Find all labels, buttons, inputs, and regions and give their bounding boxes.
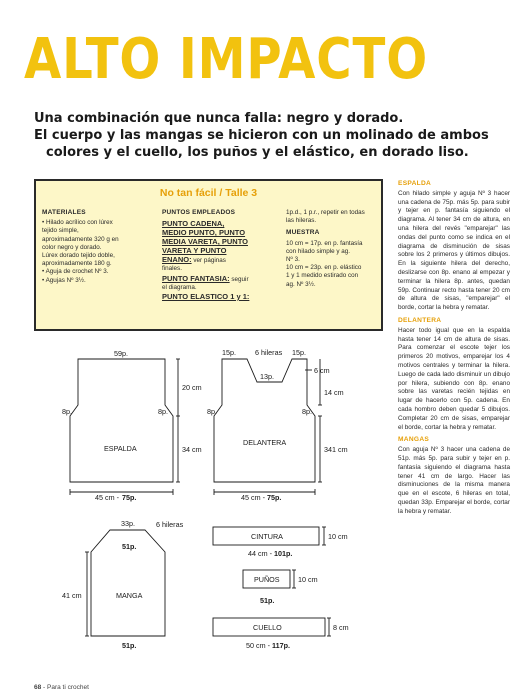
espalda-dec-left: 8p. [62,407,72,416]
delantera-hileras: 6 hileras [255,348,283,357]
subtitle-line: colores y el cuello, los puños y el elástico, en dorado liso. [46,145,469,160]
espalda-sisa-label: 20 cm [182,383,202,392]
cintura-height: 10 cm [328,532,348,541]
cuello-height: 8 cm [333,623,349,632]
spec-heading: No tan fácil / Talle 3 [159,187,258,199]
punos-rect [243,570,290,588]
delantera-height-label: 341 cm [324,445,348,454]
cuello-name: CUELLO [253,623,282,632]
stitch-item: ENANO: [162,255,192,265]
materials-line: • Agujas Nº 3½. [42,276,86,284]
cintura-rect [213,527,319,545]
section-text: Con aguja Nº 3 hacer una cadena de 51p. más 5p. para subir y tejer en p. fantasía siguiendo el diagrama hasta tener 41 cm de largo. Hacer las disminuciones de la misma manera que en el escote, 6 hileras en total, quedan 33p. Emparejar el borde, cortar la hebra y rematar. [398,446,510,515]
manga-hileras: 6 hileras [156,520,184,529]
materials-line: aproximadamente 320 g en [42,235,119,243]
delantera-neck-cm: 6 cm [314,366,330,375]
espalda-outline [70,359,173,482]
gauge-line: 10 cm = 17p. en p. fantasía [286,239,363,247]
stitch-item: MEDIO PUNTO, PUNTO [162,228,246,238]
gauge-intro: las hileras. [286,217,317,225]
cintura-bottom-cm: 44 cm - [248,549,272,558]
magazine-name: - Para ti crochet [41,684,89,691]
espalda-top-label: 59p. [114,349,128,358]
page-footer [34,684,89,691]
manga-top-label: 33p. [121,519,135,528]
instructions-column [398,180,510,516]
section-heading: MANGAS [398,436,430,444]
subtitle [34,110,494,161]
page-title: ALTO IMPACTO [24,27,428,92]
espalda-height-label: 34 cm [182,445,202,454]
stitches-column [162,209,280,301]
punos-name: PUÑOS [254,575,280,584]
cintura-name: CINTURA [251,532,283,541]
stitch-item: VARETA Y PUNTO [162,246,227,256]
delantera-dec-right: 8p. [302,407,312,416]
delantera-bottom-p: 75p. [267,493,282,502]
stitch-note: finales. [162,265,182,273]
section-heading: ESPALDA [398,180,432,187]
stitch-note: el diagrama. [162,283,197,291]
stitch-note: ver páginas [191,257,226,265]
delantera-name: DELANTERA [243,438,287,447]
materials-line: tejido simple, [42,227,79,235]
manga-height: 41 cm [62,591,82,600]
gauge-intro: 1p.d., 1 p.r., repetir en todas [286,209,365,216]
delantera-shoulder-left: 15p. [222,348,236,357]
espalda-name: ESPALDA [104,444,137,453]
delantera-sisa-label: 14 cm [324,388,344,397]
cuello-rect [213,618,325,636]
gauge-line: 10 cm = 23p. en p. elástico [286,264,362,272]
delantera-neck: 13p. [260,372,274,381]
gauge-line: Nº 3. [286,256,300,264]
manga-outline [91,530,165,636]
stitch-item: MEDIA VARETA, PUNTO [162,237,248,247]
section-text: Con hilado simple y aguja Nº 3 hacer una cadena de 75p. más 5p. para subir y tejer en p. fantasía siguiendo el diagrama. Al tener 34 cm de altura, en una hilera del revés "emparejar" las ondas del punto como se indica en el diagrama de disminución de sisas sobre los 2 primeros y últimos dibujos. En la siguiente hilera del derecho, deslizarse con 8p. enano al empezar y terminar la hilera 8p. antes, quedan 59p. Continuar recto hasta tener 20 cm de altura de sisas, "emparejar" el borde, cortar la hebra y rematar. [398,189,510,312]
espalda-bottom-cm: 45 cm - [95,493,119,502]
materials-line: • Hilado acrílico con lúrex [42,219,113,227]
materials-line: aproximadamente 180 g. [42,260,112,268]
materials-line: Lúrex dorado tejido doble, [42,252,115,260]
stitch-note: seguir [229,275,249,283]
section-text: Hacer todo igual que en la espalda hasta tener 14 cm de altura de sisas. Para comenzar el escote tejer los primeros 20 motivos, emparejar los 4 motivos centrales y terminar la hilera. Luego de cada lado disminuir un dibujo por hilera, subiendo con 8p. enano sobre las varetas recién tejidas en lugar de hacerlo con 5p. cadena. En cada hombro deben quedar 5 dibujos. Completar 20 cm de sisas, emparejar el borde, cortar la hebra y rematar. [398,326,510,431]
manga-name: MANGA [116,591,143,600]
materials-column [42,209,150,285]
manga-bottom: 51p. [122,641,137,650]
cuello-bottom-p: 117p. [272,641,290,650]
manga-width: 51p. [122,542,137,551]
page-number: 68 [34,684,42,691]
gauge-line: 1 y 1 medido estirado con [286,272,359,280]
materials-label: MATERIALES [42,209,86,216]
section-heading: DELANTERA [398,316,442,324]
subtitle-line: El cuerpo y las mangas se hicieron con un molinado de ambos [34,128,489,143]
stitches-label: PUNTOS EMPLEADOS [162,209,236,216]
punos-bottom: 51p. [260,596,275,605]
punos-height: 10 cm [298,575,318,584]
delantera-outline [214,359,315,482]
gauge-line: ag. Nº 3½. [286,280,316,288]
gauge-line: con hilado simple y ag. [286,247,351,255]
stitch-item: PUNTO CADENA, [162,219,225,229]
materials-line: color negro y dorado. [42,243,102,251]
delantera-bottom-cm: 45 cm - [241,493,265,502]
delantera-shoulder-right: 15p. [292,348,306,357]
materials-line: • Aguja de crochet Nº 3. [42,268,109,276]
espalda-dec-right: 8p. [158,407,168,416]
espalda-bottom-p: 75p. [122,493,137,502]
subtitle-line: Una combinación que nunca falla: negro y dorado. [34,111,404,126]
gauge-label: MUESTRA [286,229,320,237]
cintura-bottom-p: 101p. [274,549,293,558]
stitch-item: PUNTO FANTASIA: [162,273,230,283]
cuello-bottom-cm: 50 cm - [246,641,270,650]
spec-box [34,179,383,331]
gauge-column [286,209,381,289]
stitch-item: PUNTO ELASTICO 1 y 1: [162,292,250,302]
delantera-dec-left: 8p. [207,407,217,416]
